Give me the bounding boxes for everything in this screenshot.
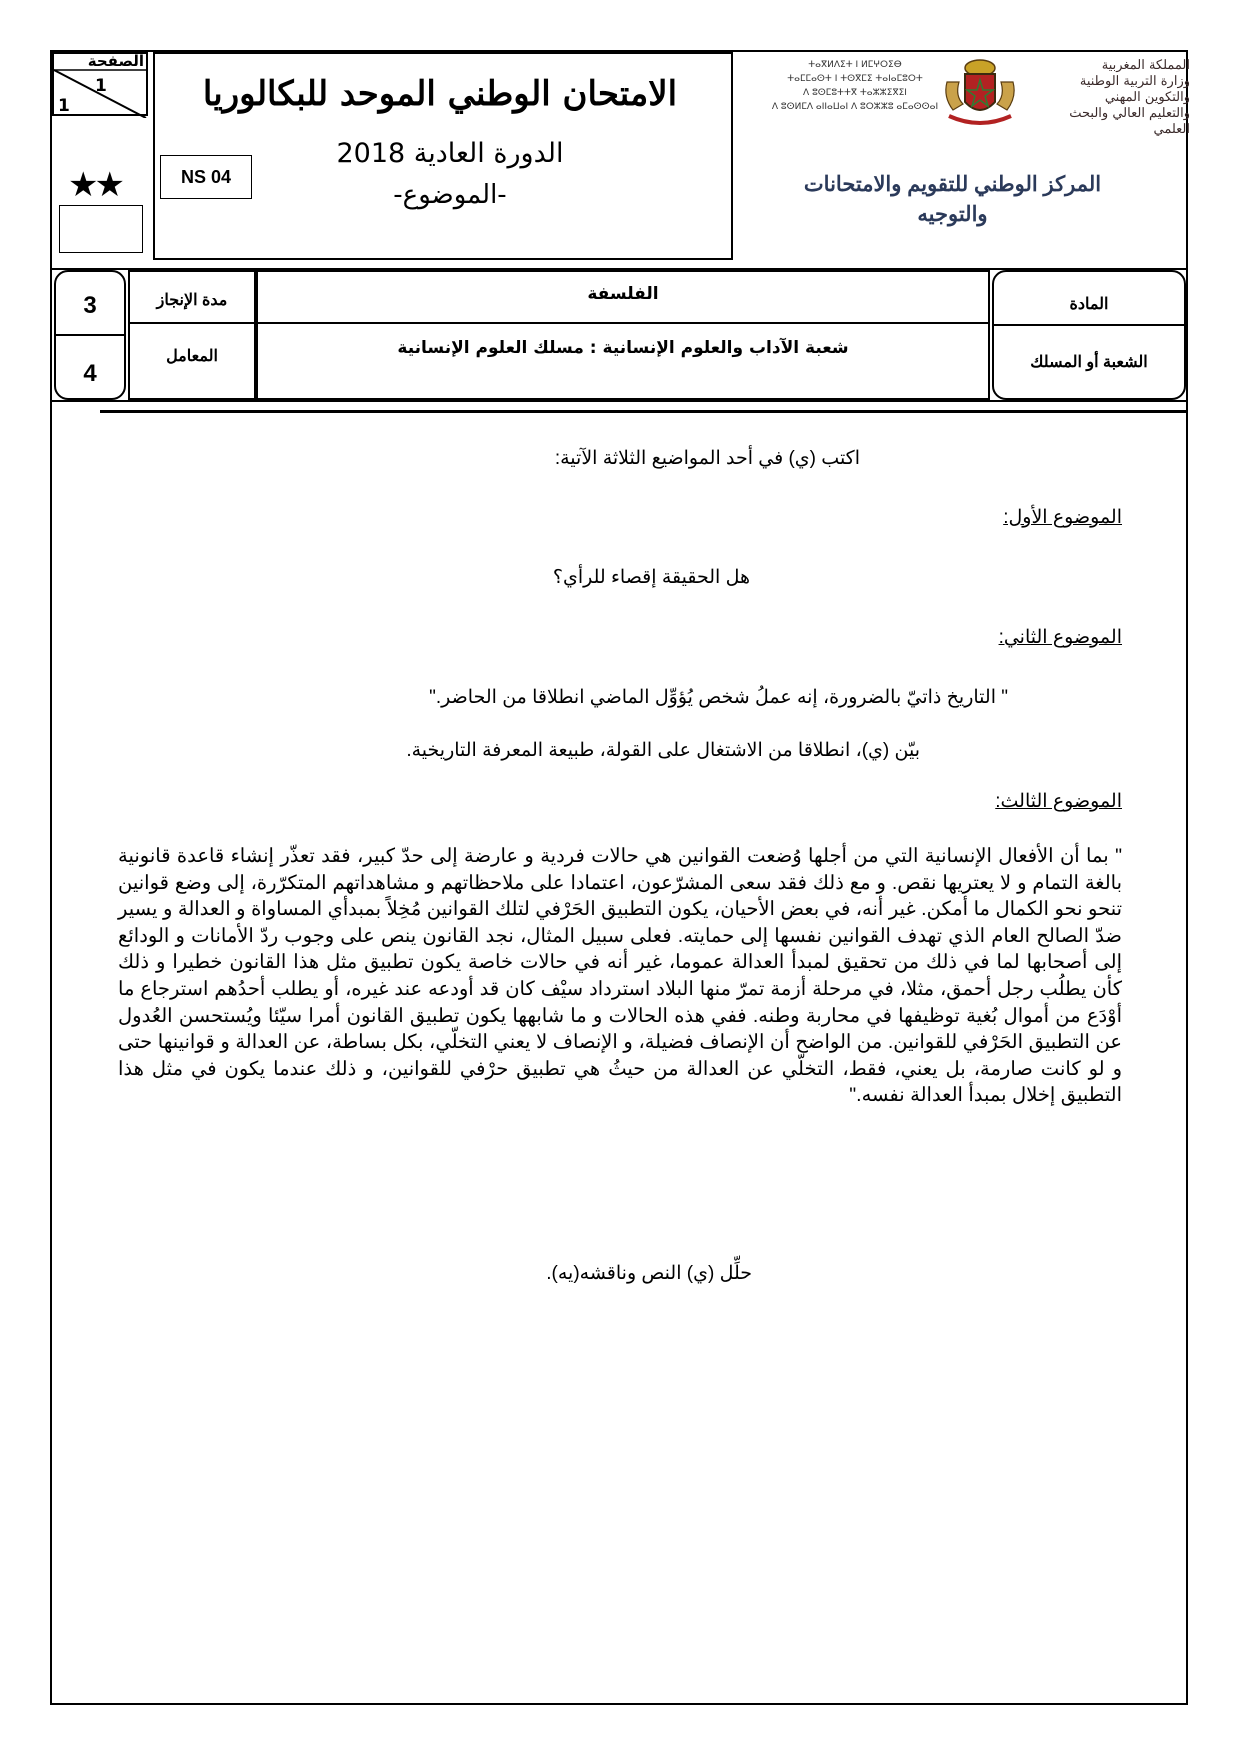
page-number: 1 [95, 76, 107, 96]
ministry-line: المملكة المغربية [1101, 58, 1190, 73]
field-labels-divider [992, 324, 1186, 326]
coefficient-value: 4 [83, 360, 97, 387]
ministry-name [1030, 58, 1190, 138]
difficulty-stars: ★★ [68, 165, 121, 205]
tifinagh-line: ⴷ ⵓⵙⵎⵓⵜⵜⴳ ⵜⴰⵣⵣⵉⴳⵉⵏ [803, 88, 907, 98]
instruction: اكتب (ي) في أحد المواضيع الثلاثة الآتية: [554, 448, 860, 469]
topic2-task: بيّن (ي)، انطلاقا من الاشتغال على القولة، طبيعة المعرفة التاريخية. [406, 740, 920, 761]
topic3-text: " بما أن الأفعال الإنسانية التي من أجلها وُضعت القوانين هي حالات فردية و عارضة إلى حدّ كبير، فقد تعذّر إنشاء قاعدة قانونية بالغة التمام و لا يعتريها نقص. و مع ذلك فقد سعى المشرّعون، اعتمادا على ملاحظاتهم و مشاهداتهم المتكرّرة، إلى وضع قوانين تنحو نحو الكمال ما أمكن. غير أنه، في بعض الأحيان، يكون التطبيق الحَرْفي لتلك القوانين مُخِلاً بمبدأي المساواة و العدالة و يسير ضدّ الصالح العام الذي تهدف القوانين نفسها إلى حمايته. فعلى سبيل المثال، نجد القانون ينص على وجوب ردّ الأمانات و الودائع إلى أصحابها لما في ذلك من تحقيق لمبدأ العدالة عموما، غير أنه في حالات خاصة يكون تطبيق مثل هذا القانون خطيرا و ذلك كأن يطلُب رجل أحمق، مثلا، في مرحلة أزمة تمرّ منها البلاد استرداد سيْف كان قد أودعه عند غيره، أو يطلب أحدُهم استرجاع ما أوْدَع من أموال بُغية توظيفها في محاربة وطنه. ففي هذه الحالات و ما شابهها يكون تطبيق القانون أمرا سيّئا ويُستحسن العُدول عن التطبيق الحَرْفي للقوانين. من الواضح أن الإنصاف فضيلة، و الإنصاف لا يعني التخلّي، بكل بساطة، عن العدالة و قوانينها حتى و لو كانت صارمة، بل يعني، فقط، التخلّي عن العدالة من حيثُ هي تطبيق حرْفي للقوانين، و ذلك عندما يكون في مثل هذا التطبيق إخلال بمبدأ العدالة نفسه." [118, 845, 1122, 1107]
branch-name: شعبة الآداب والعلوم الإنسانية : مسلك العلوم الإنسانية [397, 338, 849, 358]
page-total: 1 [58, 96, 70, 116]
branch-field-label: الشعبة أو المسلك [1030, 354, 1148, 371]
ministry-line: والتعليم العالي والبحث العلمي [1069, 106, 1190, 137]
center-name [780, 170, 1125, 230]
coat-of-arms-icon [935, 52, 1025, 132]
tifinagh-line: ⵜⴰⴳⵍⴷⵉⵜ ⵏ ⵍⵎⵖⵔⵉⴱ [808, 60, 902, 70]
subject-name: الفلسفة [587, 284, 659, 304]
labels-divider [128, 322, 256, 324]
subject-divider [256, 322, 990, 324]
subject-field-label: المادة [1069, 296, 1109, 313]
topic2-heading: الموضوع الثاني: [998, 627, 1122, 648]
topic1-question: هل الحقيقة إقصاء للرأي؟ [552, 567, 750, 588]
duration-value: 3 [83, 292, 97, 319]
blank-box [59, 205, 143, 253]
duration-label: مدة الإنجاز [156, 292, 228, 309]
tifinagh-line: ⵜⴰⵎⵎⴰⵙⵜ ⵏ ⵜⵙⴳⵎⵉ ⵜⴰⵏⴰⵎⵓⵔⵜ [787, 74, 923, 84]
exam-title: الامتحان الوطني الموحد للبكالوريا [202, 74, 678, 114]
ministry-line: والتكوين المهني [1104, 90, 1190, 105]
tifinagh-line: ⴷ ⵓⵙⵍⵎⴷ ⴰⵏⵏⴰⵡⴰⵏ ⴷ ⵓⵔⵣⵣⵓ ⴰⵎⴰⵙⵙⴰⵏ [771, 102, 939, 112]
center-name-line: المركز الوطني للتقويم والامتحانات [803, 173, 1102, 196]
field-labels-cell [992, 270, 1186, 400]
topic3-task: حلِّل (ي) النص وناقشه(يه). [546, 1263, 752, 1284]
topic2-quote: " التاريخ ذاتيّ بالضرورة، إنه عملُ شخص يُؤوِّل الماضي انطلاقا من الحاضر." [429, 687, 1008, 708]
topic3-heading: الموضوع الثالث: [995, 791, 1122, 812]
values-divider [54, 334, 126, 336]
exam-session: الدورة العادية 2018 [336, 138, 564, 169]
exam-subject-label: -الموضوع- [393, 180, 507, 210]
page-label: الصفحة [87, 52, 144, 70]
band-bottom-line [52, 400, 1188, 402]
ministry-line: وزارة التربية الوطنية [1079, 74, 1190, 89]
exam-code: NS 04 [160, 155, 252, 199]
header-separator [100, 410, 1188, 413]
coefficient-label: المعامل [166, 348, 218, 365]
topic1-heading: الموضوع الأول: [1003, 507, 1122, 528]
center-name-line: والتوجيه [917, 203, 988, 226]
